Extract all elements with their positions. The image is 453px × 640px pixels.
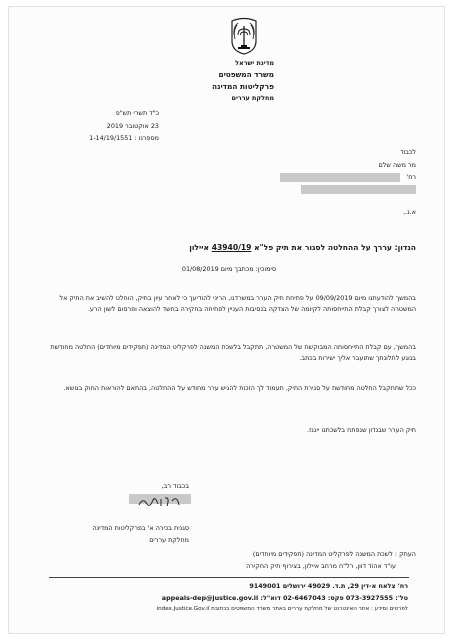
recipient-to-label: לכבוד xyxy=(400,148,416,156)
redacted-street xyxy=(280,173,400,182)
copy-label: העתק : xyxy=(394,550,416,558)
body-paragraph-1: בהמשך להודעתנו מיום 09/09/2019 על פתיחת תיק הערר במשרדנו, הריני להודיעך כי לאחר עיון בתיק, הוחלט להשיב את התיק אל המשטרה לצורך קבלת התייחסותה לקיומה של הצדקה בנסיבות העניין לפתיחה בחקירה בחשד להוצאה ופרסום לשון הרע. xyxy=(59,294,416,313)
body-paragraph-4: תיק הערר שבנדון שנפתח בלשכתנו ייגנז. xyxy=(307,426,416,434)
footer-info: לפרטים ומידע : אתר האינטרנט של מחלקת עררים באתר משרד המשפטים בכתובת index.Justice.Gov.il xyxy=(156,606,408,612)
body-paragraph-2: בהמשך, עם קבלת התייחסותה המבוקשת של המשטרה, תתקבל בלשכת המשנה לפרקליט המדינה (תפקידים מיוחדים) החלטה מחודשת בנוגע לתלונתך שתועבר אליך ישירות בכתב. xyxy=(50,343,416,362)
copy-recipient-1: לשכת המשנה לפרקליט המדינה (תפקידים מיוחדים) xyxy=(252,550,393,558)
subject-text: עררך על ההחלטה לסגור את תיק פל"א xyxy=(254,243,392,252)
department-name: מחלקת עררים xyxy=(231,94,274,102)
subject-case-number: 43940/19 xyxy=(211,243,252,252)
office-name: פרקליטות המדינה xyxy=(212,82,274,91)
salutation: א.נ., xyxy=(403,208,416,216)
footer-rule xyxy=(49,577,409,578)
recipient-name: מר משה שלם xyxy=(378,161,416,169)
gregorian-date: 23 אוקטובר 2019 xyxy=(106,122,159,130)
subject-prefix: הנדון: xyxy=(394,243,416,252)
body-paragraph-3: ככל שתתקבל החלטה מחודשת על סגירת התיק, תעמוד לך הזכות להגיש ערר מחודש על ההחלטה, בהתאם להוראות החוק בנושא. xyxy=(63,384,416,392)
signer-title: סגנית בכירה א' בפרקליטות המדינה xyxy=(92,524,189,532)
closing: בכבוד רב, xyxy=(161,482,189,490)
subject-location: איילון xyxy=(189,243,210,252)
ministry-name: משרד המשפטים xyxy=(218,70,274,79)
subject-line xyxy=(189,243,416,252)
reference-number: מספרנו : 1-14/19/1551 xyxy=(89,134,159,142)
footer-address: רח' צלאח א-דין 29, ת.ד. 49029 ירושלים 9149001 xyxy=(249,582,408,590)
state-of-israel-emblem-icon xyxy=(229,17,259,55)
letter-page xyxy=(8,6,445,634)
handwritten-signature xyxy=(137,495,183,509)
footer-contact: טל': 073-3927555 פקס: 02-6467043 דוא"ל: appeals-dep@justice.gov.il xyxy=(161,594,408,602)
redacted-city xyxy=(301,185,416,194)
copy-line-1 xyxy=(253,550,416,558)
signer-department: מחלקת עררים xyxy=(149,536,189,544)
recipient-street-label: רח' xyxy=(406,173,416,181)
hebrew-date: כ"ד תשרי תש"פ xyxy=(115,109,159,117)
state-name: מדינת ישראל xyxy=(235,59,274,67)
copy-recipient-2: עו"ד אהוד דוון, רל"ח מרחב איילון, בצירוף תיק החקירה xyxy=(246,562,396,570)
reference-line: סימוכין: מכתבך מיום 01/08/2019 xyxy=(181,265,276,273)
